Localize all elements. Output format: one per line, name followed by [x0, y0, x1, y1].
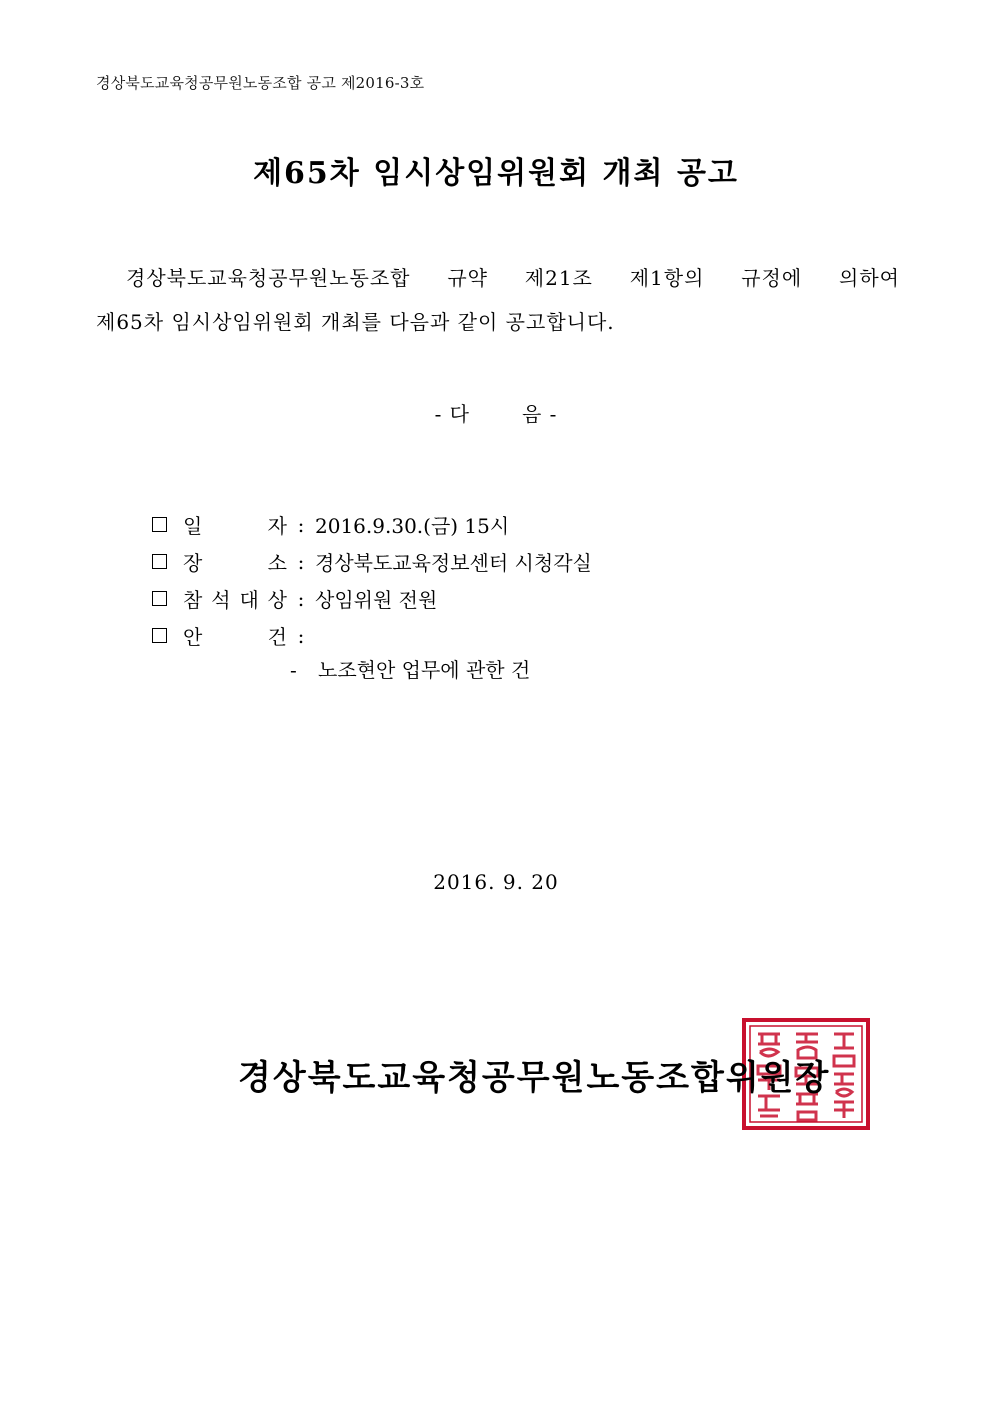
next-heading-right: 음 -: [522, 402, 558, 426]
agenda-dash: -: [290, 658, 297, 682]
notice-number: 경상북도교육청공무원노동조합 공고 제2016-3호: [96, 74, 425, 92]
detail-item-attendees: [152, 580, 592, 617]
next-heading-left: - 다: [434, 402, 470, 426]
colon: :: [297, 623, 305, 648]
checkbox-icon: [152, 591, 167, 606]
document-title: 제65차 임시상임위원회 개최 공고: [253, 156, 739, 191]
agenda-item: [290, 654, 530, 683]
checkbox-icon: [152, 628, 167, 643]
label-char: 장: [183, 551, 203, 575]
detail-item-agenda: [152, 617, 592, 654]
details-list: [152, 506, 592, 654]
next-heading: [0, 398, 992, 427]
label-char: 자: [267, 514, 287, 538]
detail-value-place: 경상북도교육정보센터 시청각실: [315, 551, 592, 575]
detail-label: [183, 584, 287, 613]
signature-line: 경상북도교육청공무원노동조합위원장: [238, 1058, 831, 1098]
colon: :: [297, 512, 305, 537]
label-char: 상: [267, 588, 287, 612]
checkbox-icon: [152, 554, 167, 569]
detail-item-place: [152, 543, 592, 580]
colon: :: [297, 586, 305, 611]
intro-line-1: 경상북도교육청공무원노동조합 규약 제21조 제1항의 규정에 의하여: [126, 266, 900, 290]
detail-value-date: 2016.9.30.(금) 15시: [315, 514, 510, 538]
checkbox-icon: [152, 517, 167, 532]
label-char: 일: [183, 514, 203, 538]
detail-label: [183, 621, 287, 650]
intro-paragraph: [96, 256, 900, 344]
detail-item-date: [152, 506, 592, 543]
detail-label: [183, 547, 287, 576]
label-char: 대: [239, 588, 259, 612]
detail-value-attendees: 상임위원 전원: [315, 588, 438, 612]
detail-label: [183, 510, 287, 539]
agenda-item-text: 노조현안 업무에 관한 건: [318, 658, 531, 682]
intro-line-2: 제65차 임시상임위원회 개최를 다음과 같이 공고합니다.: [96, 310, 615, 334]
label-char: 안: [183, 625, 203, 649]
document-date: 2016. 9. 20: [433, 870, 559, 894]
label-char: 소: [267, 551, 287, 575]
label-char: 건: [267, 625, 287, 649]
label-char: 참: [183, 588, 203, 612]
label-char: 석: [211, 588, 231, 612]
colon: :: [297, 549, 305, 574]
